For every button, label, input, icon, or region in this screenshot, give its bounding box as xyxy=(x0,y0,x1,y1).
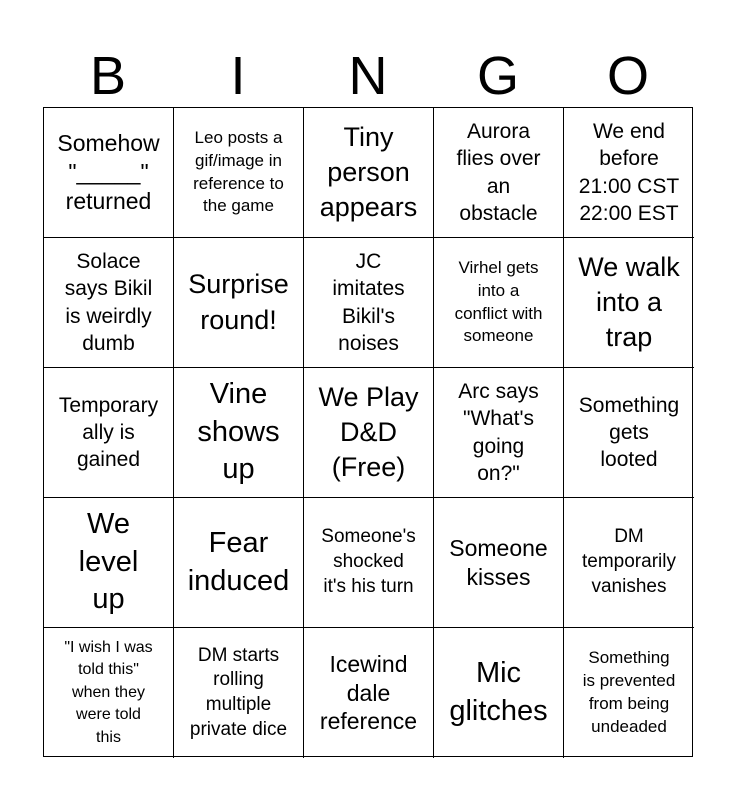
bingo-cell-r4c5[interactable]: DM temporarily vanishes xyxy=(564,498,694,628)
bingo-cell-r4c3[interactable]: Someone's shocked it's his turn xyxy=(304,498,434,628)
header-letter-i: I xyxy=(230,46,246,106)
bingo-cell-r1c1[interactable]: Somehow "_____" returned xyxy=(44,108,174,238)
bingo-grid xyxy=(43,107,693,757)
bingo-cell-r3c1[interactable]: Temporary ally is gained xyxy=(44,368,174,498)
header-letter-b: B xyxy=(89,46,127,106)
bingo-cell-r5c5[interactable]: Something is prevented from being undeaded xyxy=(582,648,676,736)
bingo-cell-r2c1[interactable]: Solace says Bikil is weirdly dumb xyxy=(44,238,174,368)
bingo-header xyxy=(43,44,693,108)
bingo-cell-r5c4[interactable]: Mic glitches xyxy=(434,628,564,758)
bingo-cell-r1c3[interactable]: Tiny person appears xyxy=(304,108,434,238)
bingo-cell-r4c1[interactable]: We level up xyxy=(44,498,174,628)
bingo-cell-r4c2[interactable]: Fear induced xyxy=(174,498,304,628)
header-letter-g: G xyxy=(476,46,519,106)
bingo-cell-r3c5[interactable]: Something gets looted xyxy=(564,368,694,498)
bingo-cell-r4c4[interactable]: Someone kisses xyxy=(434,498,564,628)
bingo-cell-r1c5[interactable]: We end before 21:00 CST 22:00 EST xyxy=(564,108,694,238)
header-letter-o: O xyxy=(606,46,649,106)
header-letter-n: N xyxy=(348,46,388,106)
bingo-cell-r2c3[interactable]: JC imitates Bikil's noises xyxy=(304,238,434,368)
bingo-cell-r2c4[interactable]: Virhel gets into a conflict with someone xyxy=(434,238,564,368)
bingo-cell-r1c4[interactable]: Aurora flies over an obstacle xyxy=(434,108,564,238)
bingo-cell-r1c2[interactable]: Leo posts a gif/image in reference to the game xyxy=(174,108,304,238)
bingo-cell-r5c3[interactable]: Icewind dale reference xyxy=(304,628,434,758)
bingo-cell-r3c4[interactable]: Arc says "What's going on?" xyxy=(434,368,564,498)
bingo-cell-r5c2[interactable]: DM starts rolling multiple private dice xyxy=(174,628,304,758)
bingo-cell-r3c2[interactable]: Vine shows up xyxy=(174,368,304,498)
bingo-cell-r5c1[interactable]: "I wish I was told this" when they were told this xyxy=(44,628,174,758)
bingo-cell-r2c2[interactable]: Surprise round! xyxy=(174,238,304,368)
bingo-cell-r3c3[interactable]: We Play D&D (Free) xyxy=(304,368,434,498)
bingo-cell-r2c5[interactable]: We walk into a trap xyxy=(564,238,694,368)
